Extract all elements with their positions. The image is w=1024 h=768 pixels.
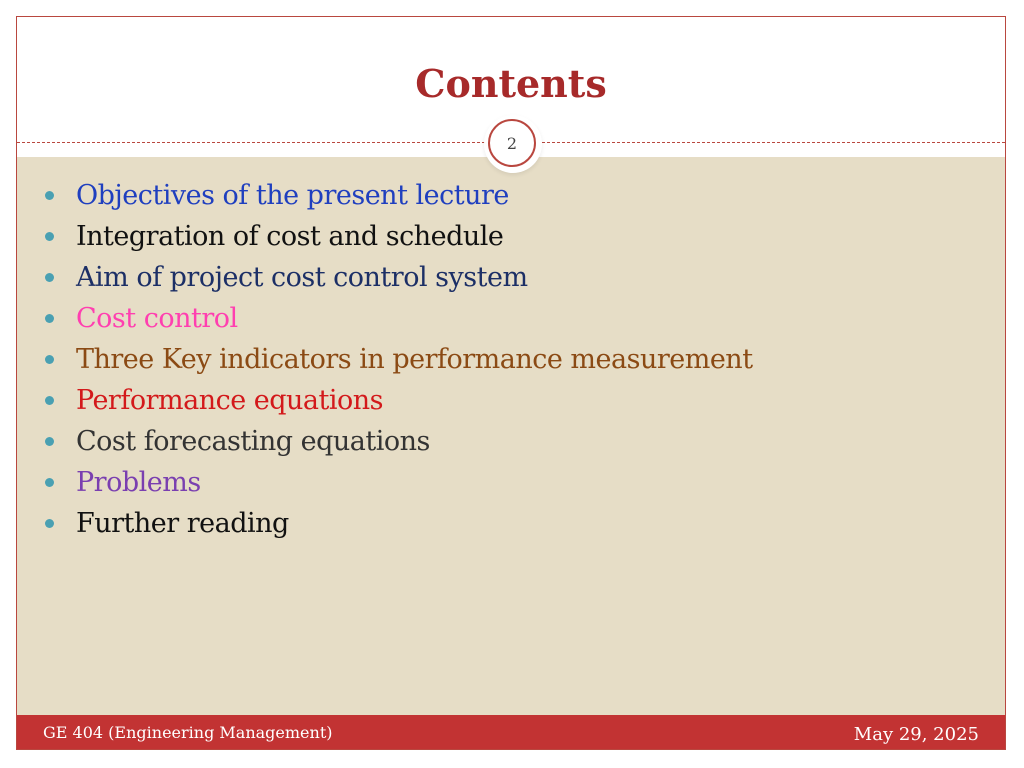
bullet-icon xyxy=(45,191,54,200)
list-item xyxy=(45,380,753,421)
list-item-text: Cost control xyxy=(76,303,238,334)
bullet-icon xyxy=(45,355,54,364)
contents-list xyxy=(45,175,753,544)
page-number: 2 xyxy=(506,133,518,153)
slide-footer xyxy=(17,715,1005,749)
list-item-text: Aim of project cost control system xyxy=(76,262,528,293)
list-item-text: Performance equations xyxy=(76,385,384,416)
list-item xyxy=(45,421,753,462)
bullet-icon xyxy=(45,437,54,446)
bullet-icon xyxy=(45,478,54,487)
bullet-icon xyxy=(45,396,54,405)
list-item xyxy=(45,503,753,544)
list-item-text: Integration of cost and schedule xyxy=(76,221,504,252)
list-item xyxy=(45,298,753,339)
list-item-text: Objectives of the present lecture xyxy=(76,180,509,211)
slide xyxy=(16,16,1006,750)
bullet-icon xyxy=(45,519,54,528)
bullet-icon xyxy=(45,314,54,323)
list-item xyxy=(45,216,753,257)
bullet-icon xyxy=(45,273,54,282)
list-item xyxy=(45,257,753,298)
list-item-text: Problems xyxy=(76,467,201,498)
footer-course: GE 404 (Engineering Management) xyxy=(43,723,333,742)
bullet-icon xyxy=(45,232,54,241)
list-item xyxy=(45,175,753,216)
list-item-text: Three Key indicators in performance measurement xyxy=(76,344,753,375)
list-item xyxy=(45,462,753,503)
list-item xyxy=(45,339,753,380)
list-item-text: Further reading xyxy=(76,508,289,539)
list-item-text: Cost forecasting equations xyxy=(76,426,430,457)
page-number-badge xyxy=(488,119,536,167)
footer-date: May 29, 2025 xyxy=(853,724,979,745)
slide-title: Contents xyxy=(415,61,607,106)
